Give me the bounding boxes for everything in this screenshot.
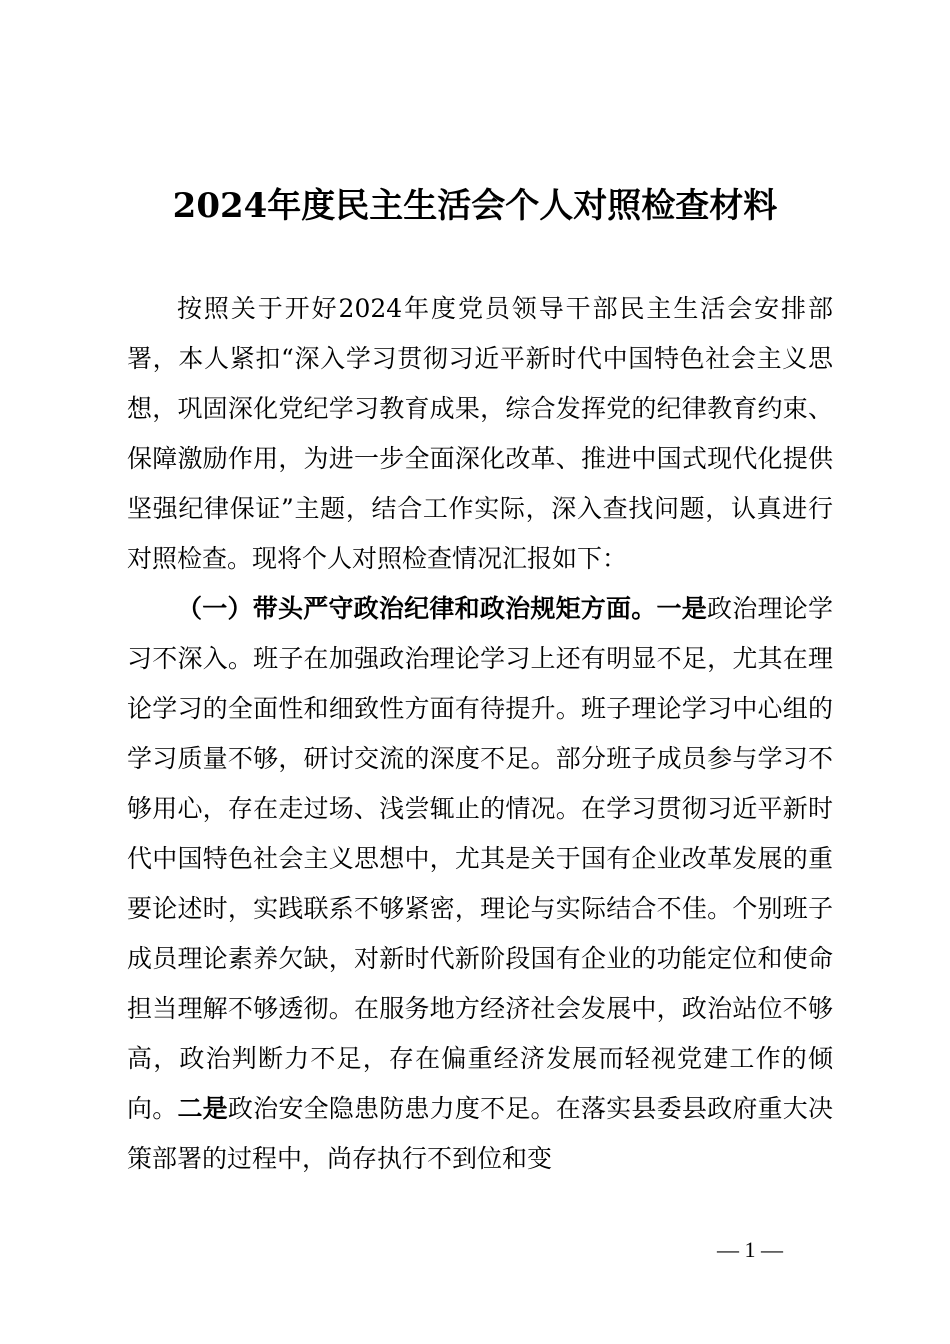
document-body [127,284,833,1184]
item-text-two: 政治安全隐患防患力度不足。在落实县委县政府重大决策部署的过程中，尚存执行不到位和变 [127,1094,833,1173]
section-one-paragraph [127,584,833,1184]
section-heading: （一）带头严守政治纪律和政治规矩方面。 [177,594,657,623]
document-title: 2024年度民主生活会个人对照检查材料 [172,186,778,226]
item-marker-two: 二是 [177,1094,228,1123]
item-marker-one: 一是 [656,594,708,623]
item-text-one: 政治理论学习不深入。班子在加强政治理论学习上还有明显不足，尤其在理论学习的全面性和细致性方面有待提升。班子理论学习中心组的学习质量不够，研讨交流的深度不足。部分班子成员参与学习不够用心，存在走过场、浅尝辄止的情况。在学习贯彻习近平新时代中国特色社会主义思想中，尤其是关于国有企业改革发展的重要论述时，实践联系不够紧密，理论与实际结合不佳。个别班子成员理论素养欠缺，对新时代新阶段国有企业的功能定位和使命担当理解不够透彻。在服务地方经济社会发展中，政治站位不够高，政治判断力不足，存在偏重经济发展而轻视党建工作的倾向。 [127,594,833,1123]
intro-paragraph: 按照关于开好2024年度党员领导干部民主生活会安排部署，本人紧扣“深入学习贯彻习近平新时代中国特色社会主义思想，巩固深化党纪学习教育成果，综合发挥党的纪律教育约束、保障激励作用，为进一步全面深化改革、推进中国式现代化提供坚强纪律保证”主题，结合工作实际，深入查找问题，认真进行对照检查。现将个人对照检查情况汇报如下： [127,294,833,573]
page-number: — 1 — [717,1237,783,1262]
